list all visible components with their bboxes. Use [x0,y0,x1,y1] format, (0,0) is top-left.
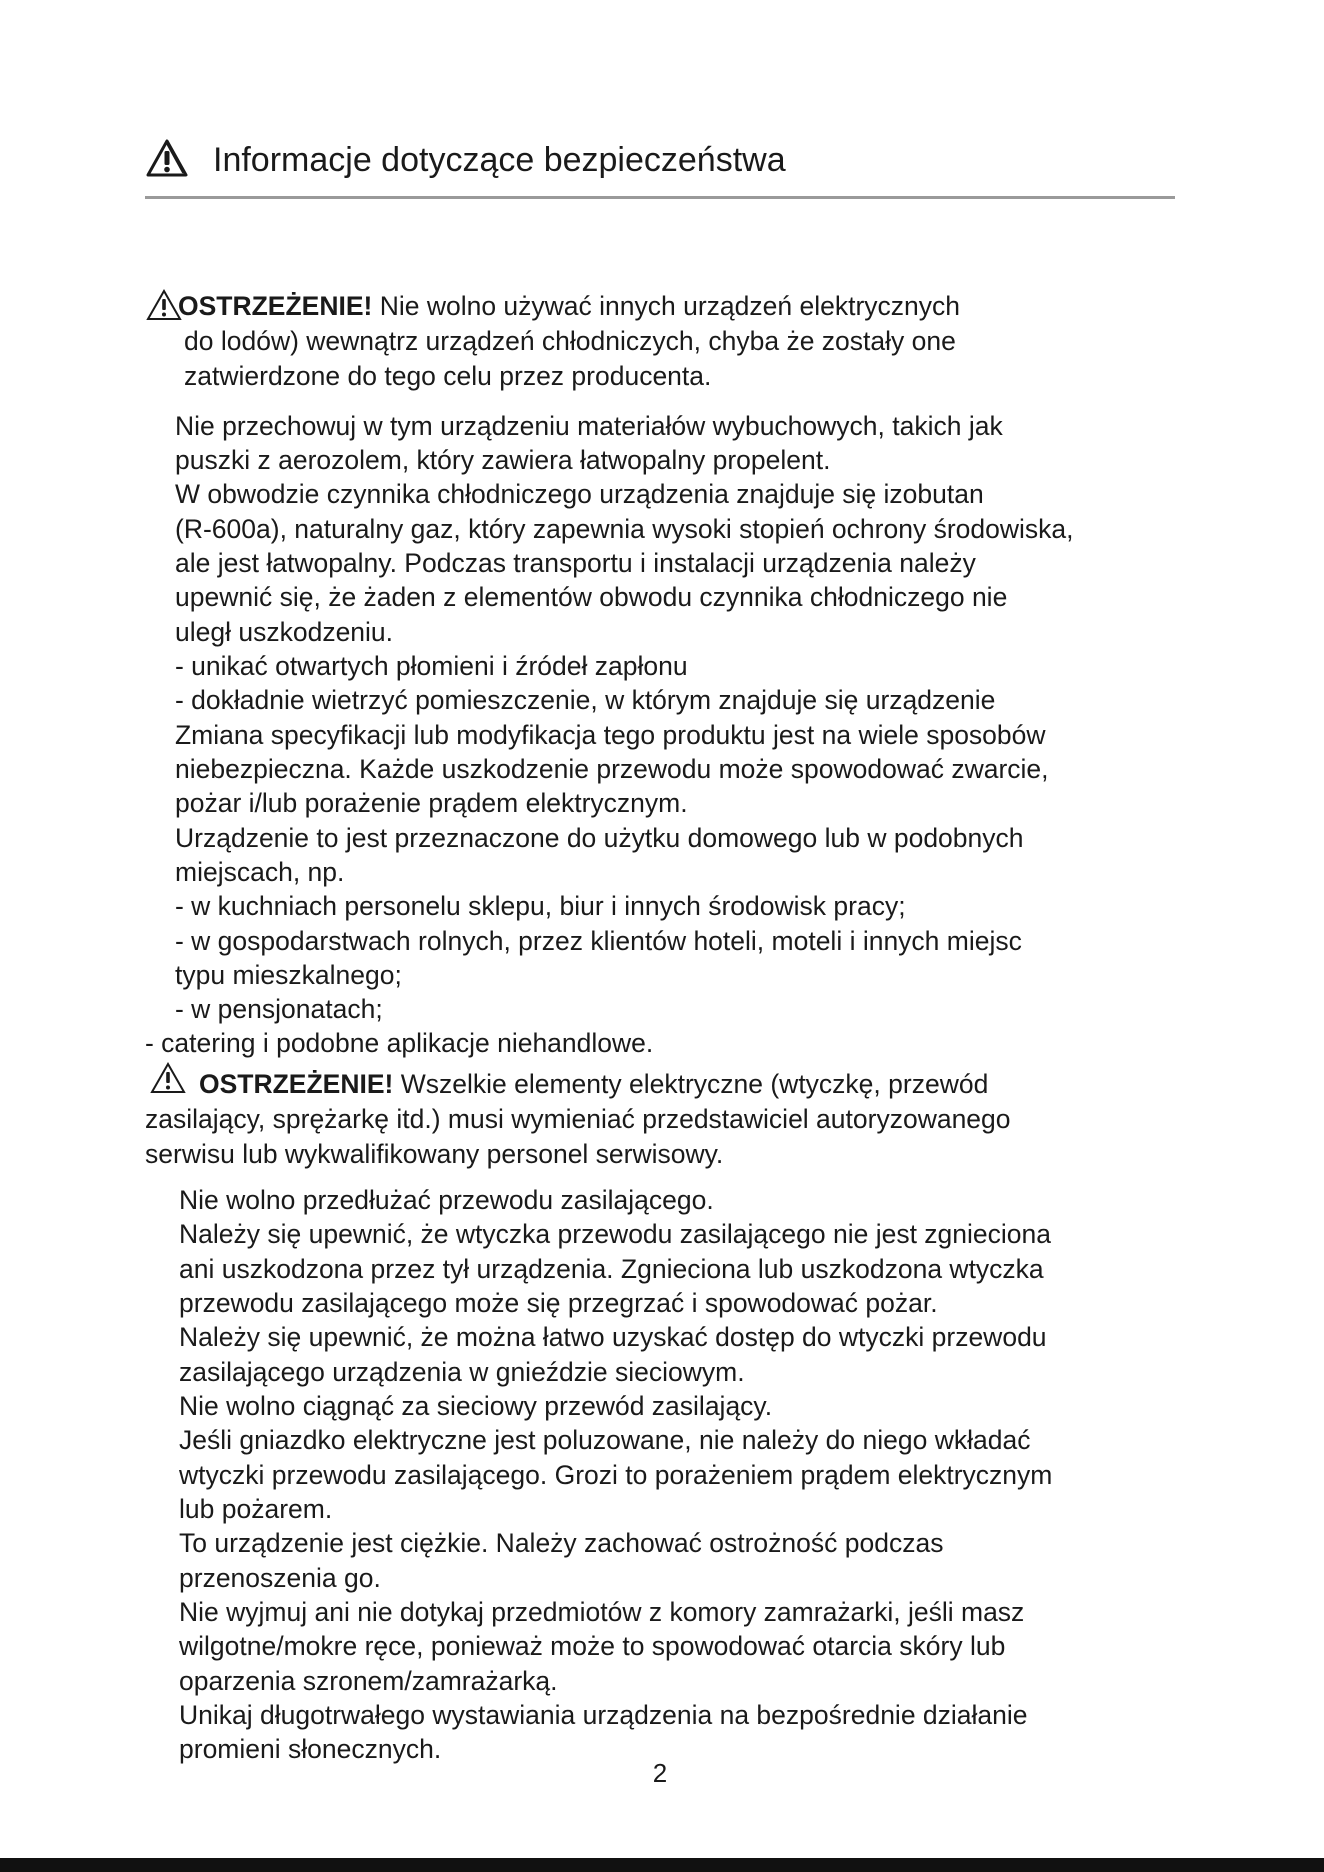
bullet-line: - unikać otwartych płomieni i źródeł zapłonu [175,651,688,681]
paragraph-line: niebezpieczna. Każde uszkodzenie przewodu może spowodować zwarcie, [175,754,1049,784]
paragraph-line: puszki z aerozolem, który zawiera łatwopalny propelent. [175,445,831,475]
paragraph-line: wtyczki przewodu zasilającego. Grozi to porażeniem prądem elektrycznym [179,1460,1053,1490]
paragraph-line: (R-600a), naturalny gaz, który zapewnia wysoki stopień ochrony środowiska, [175,514,1074,544]
paragraph-line: miejscach, np. [175,857,345,887]
paragraph-line: ani uszkodzona przez tył urządzenia. Zgnieciona lub uszkodzona wtyczka [179,1254,1044,1284]
title-text: Informacje dotyczące bezpieczeństwa [213,141,786,179]
paragraph-line: przewodu zasilającego może się przegrzać i spowodować pożar. [179,1288,938,1318]
paragraph-line: Nie wyjmuj ani nie dotykaj przedmiotów z komory zamrażarki, jeśli masz [179,1597,1025,1627]
paragraph-line: W obwodzie czynnika chłodniczego urządzenia znajduje się izobutan [175,479,984,509]
paragraph-line: typu mieszkalnego; [175,960,402,990]
warning-triangle-icon [145,138,189,178]
paragraph-line: Należy się upewnić, że wtyczka przewodu zasilającego nie jest zgnieciona [179,1219,1052,1249]
paragraph-line: Nie przechowuj w tym urządzeniu materiałów wybuchowych, takich jak [175,411,1003,441]
warning-2-line: zasilający, sprężarkę itd.) musi wymieniać przedstawiciel autoryzowanego [145,1104,1011,1134]
warning-triangle-icon [146,289,182,321]
paragraph-line: Zmiana specyfikacji lub modyfikacja tego produktu jest na wiele sposobów [175,720,1046,750]
bottom-border [0,1858,1324,1872]
paragraph-line: wilgotne/mokre ręce, ponieważ może to spowodować otarcia skóry lub [179,1631,1006,1661]
paragraph-line: uległ uszkodzeniu. [175,617,394,647]
paragraph-line: Należy się upewnić, że można łatwo uzyskać dostęp do wtyczki przewodu [179,1322,1047,1352]
paragraph-line: zasilającego urządzenia w gnieździe sieciowym. [179,1357,745,1387]
paragraph-line: Nie wolno ciągnąć za sieciowy przewód zasilający. [179,1391,773,1421]
paragraph-line: przenoszenia go. [179,1563,381,1593]
page-title [145,136,1175,199]
warning-1-line: do lodów) wewnątrz urządzeń chłodniczych, chyba że zostały one [184,326,956,356]
bullet-line: - w gospodarstwach rolnych, przez klientów hoteli, moteli i innych miejsc [175,926,1022,956]
warning-2-line: serwisu lub wykwalifikowany personel serwisowy. [145,1139,724,1169]
paragraph-line: upewnić się, że żaden z elementów obwodu czynnika chłodniczego nie [175,582,1008,612]
warning-1-label: OSTRZEŻENIE! [178,291,373,321]
paragraph-line: Nie wolno przedłużać przewodu zasilającego. [179,1185,714,1215]
paragraph-line: Unikaj długotrwałego wystawiania urządzenia na bezpośrednie działanie [179,1700,1028,1730]
warning-2-first-line [199,1068,988,1100]
warning-1-text: Nie wolno używać innych urządzeń elektrycznych [372,291,961,321]
paragraph-line: Jeśli gniazdko elektryczne jest poluzowane, nie należy do niego wkładać [179,1425,1031,1455]
paragraph-line: To urządzenie jest ciężkie. Należy zachować ostrożność podczas [179,1528,944,1558]
page-number: 2 [652,1758,668,1788]
paragraph-line: oparzenia szronem/zamrażarką. [179,1666,558,1696]
warning-triangle-icon [150,1062,186,1094]
bullet-line: - w kuchniach personelu sklepu, biur i innych środowisk pracy; [175,891,906,921]
paragraph-line: lub pożarem. [179,1494,333,1524]
bullet-line: - dokładnie wietrzyć pomieszczenie, w którym znajduje się urządzenie [175,685,996,715]
paragraph-line: Urządzenie to jest przeznaczone do użytku domowego lub w podobnych [175,823,1024,853]
paragraph-line: ale jest łatwopalny. Podczas transportu i instalacji urządzenia należy [175,548,976,578]
paragraph-line: pożar i/lub porażenie prądem elektrycznym. [175,788,688,818]
warning-1-first-line [178,290,960,322]
warning-2-label: OSTRZEŻENIE! [199,1069,394,1099]
bullet-line: - w pensjonatach; [175,994,383,1024]
paragraph-line: promieni słonecznych. [179,1734,442,1764]
bullet-line: - catering i podobne aplikacje niehandlowe. [145,1028,654,1058]
warning-1-line: zatwierdzone do tego celu przez producenta. [184,361,712,391]
warning-2-text: Wszelkie elementy elektryczne (wtyczkę, przewód [393,1069,989,1099]
